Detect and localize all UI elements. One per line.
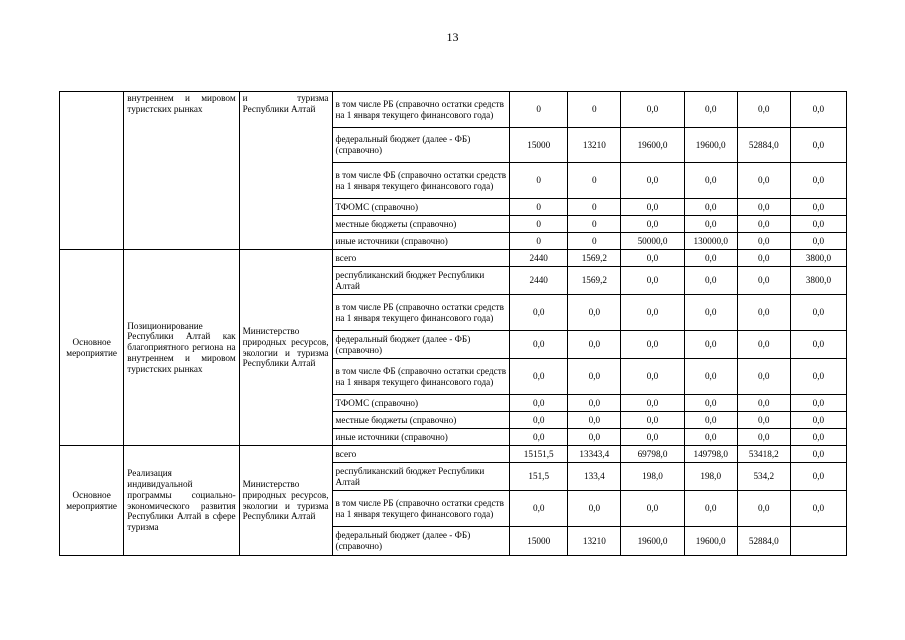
amount-cell: 0,0 [684,331,737,359]
amount-cell: 0,0 [737,491,790,527]
amount-cell: 0,0 [621,92,684,128]
amount-cell: 0,0 [790,463,846,491]
funding-source-cell: республиканский бюджет Республики Алтай [332,463,510,491]
activity-name-cell: Позиционирование Республики Алтай как благоприятного региона на внутреннем и мировом туристских рынках [124,250,239,446]
amount-cell: 3800,0 [790,250,846,267]
funding-source-cell: иные источники (справочно) [332,233,510,250]
amount-cell: 0,0 [621,295,684,331]
executor-cell: и туризма Республики Алтай [239,92,332,250]
activity-kind-cell: Основное мероприятие [60,250,124,446]
amount-cell: 0 [510,216,568,233]
funding-source-cell: местные бюджеты (справочно) [332,216,510,233]
amount-cell: 0,0 [684,395,737,412]
amount-cell: 0,0 [510,429,568,446]
funding-source-cell: в том числе РБ (справочно остатки средств на 1 января текущего финансового года) [332,295,510,331]
amount-cell: 0,0 [684,267,737,295]
table-row [60,250,847,267]
funding-source-cell: в том числе ФБ (справочно остатки средств на 1 января текущего финансового года) [332,163,510,199]
amount-cell: 0,0 [790,199,846,216]
amount-cell: 0,0 [684,412,737,429]
amount-cell [790,527,846,556]
funding-source-cell: местные бюджеты (справочно) [332,412,510,429]
amount-cell: 52884,0 [737,527,790,556]
amount-cell: 19600,0 [621,527,684,556]
activity-name-cell: внутреннем и мировом туристских рынках [124,92,239,250]
amount-cell: 3800,0 [790,267,846,295]
amount-cell: 0,0 [737,233,790,250]
executor-cell: Министерство природных ресурсов, экологии и туризма Республики Алтай [239,446,332,556]
amount-cell: 0,0 [510,359,568,395]
funding-source-cell: федеральный бюджет (далее - ФБ) (справочно) [332,527,510,556]
amount-cell: 13210 [568,128,621,163]
amount-cell: 0,0 [684,491,737,527]
amount-cell: 0,0 [621,331,684,359]
amount-cell: 0 [568,233,621,250]
amount-cell: 0,0 [568,395,621,412]
amount-cell: 0,0 [684,92,737,128]
amount-cell: 0,0 [737,429,790,446]
amount-cell: 0 [510,92,568,128]
amount-cell: 0,0 [684,199,737,216]
amount-cell: 0,0 [684,359,737,395]
amount-cell: 0,0 [568,331,621,359]
amount-cell: 0,0 [621,491,684,527]
amount-cell: 2440 [510,250,568,267]
amount-cell: 0,0 [737,216,790,233]
budget-table [59,91,847,556]
funding-source-cell: всего [332,250,510,267]
amount-cell: 0,0 [737,199,790,216]
amount-cell: 0,0 [684,250,737,267]
amount-cell: 0 [510,163,568,199]
amount-cell: 0,0 [568,491,621,527]
amount-cell: 0,0 [737,331,790,359]
funding-source-cell: в том числе РБ (справочно остатки средств на 1 января текущего финансового года) [332,491,510,527]
amount-cell: 0,0 [510,491,568,527]
amount-cell: 0 [568,216,621,233]
table-row [60,92,847,128]
table-row [60,446,847,463]
amount-cell: 15151,5 [510,446,568,463]
amount-cell: 0,0 [737,250,790,267]
amount-cell: 1569,2 [568,250,621,267]
amount-cell: 0,0 [790,233,846,250]
funding-source-cell: ТФОМС (справочно) [332,395,510,412]
amount-cell: 0,0 [621,412,684,429]
amount-cell: 0,0 [621,267,684,295]
amount-cell: 198,0 [684,463,737,491]
funding-source-cell: в том числе ФБ (справочно остатки средств на 1 января текущего финансового года) [332,359,510,395]
amount-cell: 0,0 [621,199,684,216]
amount-cell: 0,0 [737,395,790,412]
amount-cell: 151,5 [510,463,568,491]
amount-cell: 0,0 [621,429,684,446]
activity-name-cell: Реализация индивидуальной программы социально-экономического развития Республики Алтай в сфере туризма [124,446,239,556]
amount-cell: 0,0 [684,216,737,233]
amount-cell: 0 [568,199,621,216]
amount-cell: 0,0 [737,92,790,128]
amount-cell: 0,0 [684,163,737,199]
amount-cell: 69798,0 [621,446,684,463]
amount-cell: 15000 [510,128,568,163]
amount-cell: 198,0 [621,463,684,491]
funding-source-cell: в том числе РБ (справочно остатки средств на 1 января текущего финансового года) [332,92,510,128]
amount-cell: 0,0 [510,295,568,331]
executor-cell: Министерство природных ресурсов, экологии и туризма Республики Алтай [239,250,332,446]
amount-cell: 0,0 [790,429,846,446]
amount-cell: 0,0 [510,395,568,412]
amount-cell: 0,0 [790,491,846,527]
amount-cell: 0,0 [621,216,684,233]
amount-cell: 0,0 [790,163,846,199]
amount-cell: 0,0 [684,429,737,446]
amount-cell: 53418,2 [737,446,790,463]
amount-cell: 0,0 [621,359,684,395]
amount-cell: 0 [568,163,621,199]
page-number: 13 [446,30,459,44]
amount-cell: 130000,0 [684,233,737,250]
amount-cell: 19600,0 [684,128,737,163]
amount-cell: 534,2 [737,463,790,491]
amount-cell: 0,0 [621,163,684,199]
funding-source-cell: федеральный бюджет (далее - ФБ) (справочно) [332,128,510,163]
funding-source-cell: ТФОМС (справочно) [332,199,510,216]
amount-cell: 13343,4 [568,446,621,463]
amount-cell: 0,0 [790,395,846,412]
activity-kind-cell: Основное мероприятие [60,446,124,556]
amount-cell: 0,0 [568,412,621,429]
amount-cell: 149798,0 [684,446,737,463]
amount-cell: 0,0 [790,92,846,128]
amount-cell: 0,0 [737,267,790,295]
amount-cell: 19600,0 [621,128,684,163]
amount-cell: 0 [568,92,621,128]
amount-cell: 0,0 [790,128,846,163]
funding-source-cell: республиканский бюджет Республики Алтай [332,267,510,295]
amount-cell: 0,0 [684,295,737,331]
amount-cell: 0,0 [510,412,568,429]
amount-cell: 0,0 [790,331,846,359]
amount-cell: 1569,2 [568,267,621,295]
amount-cell: 50000,0 [621,233,684,250]
amount-cell: 0,0 [621,395,684,412]
amount-cell: 0,0 [790,446,846,463]
amount-cell: 0,0 [568,359,621,395]
amount-cell: 0,0 [737,163,790,199]
funding-source-cell: иные источники (справочно) [332,429,510,446]
amount-cell: 0,0 [790,359,846,395]
amount-cell: 0,0 [621,250,684,267]
amount-cell: 0,0 [568,295,621,331]
amount-cell: 0 [510,233,568,250]
amount-cell: 13210 [568,527,621,556]
amount-cell: 15000 [510,527,568,556]
amount-cell: 0 [510,199,568,216]
amount-cell: 2440 [510,267,568,295]
amount-cell: 19600,0 [684,527,737,556]
activity-kind-cell [60,92,124,250]
amount-cell: 0,0 [737,295,790,331]
amount-cell: 0,0 [568,429,621,446]
amount-cell: 0,0 [737,359,790,395]
amount-cell: 0,0 [510,331,568,359]
amount-cell: 133,4 [568,463,621,491]
amount-cell: 0,0 [737,412,790,429]
funding-source-cell: всего [332,446,510,463]
funding-source-cell: федеральный бюджет (далее - ФБ) (справочно) [332,331,510,359]
amount-cell: 0,0 [790,216,846,233]
amount-cell: 0,0 [790,295,846,331]
amount-cell: 0,0 [790,412,846,429]
amount-cell: 52884,0 [737,128,790,163]
